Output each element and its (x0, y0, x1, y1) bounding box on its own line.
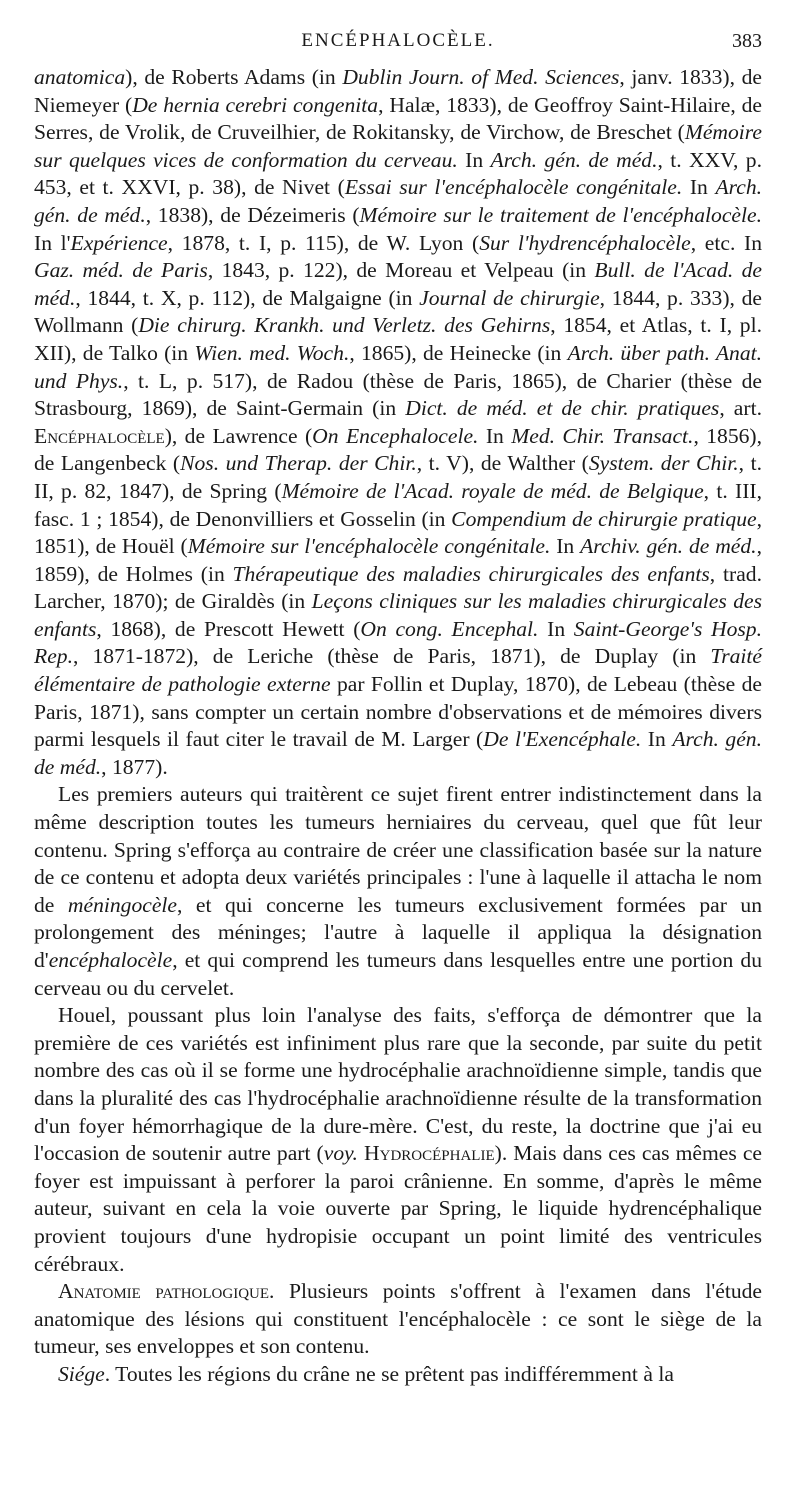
italic-text-run: Mémoire sur le traitement de l'encéphalocèle. (359, 202, 762, 227)
italic-text-run: Traité élémentaire de pathologie externe (34, 644, 762, 697)
text-run: , t. II, p. 82, 1847), de Spring ( (34, 451, 762, 503)
small-caps-text-run: Encéphalocèle (34, 423, 165, 448)
italic-text-run: System. der Chir. (588, 451, 739, 476)
italic-text-run: Expérience (70, 230, 168, 255)
italic-text-run: Mémoire sur l'encéphalocèle congénitale. (187, 534, 557, 559)
italic-text-run: Thérapeutique des maladies chirurgicales des enfants (232, 561, 710, 586)
italic-text-run: Sur l'hydrencéphalocèle (479, 230, 691, 255)
italic-text-run: Wien. med. Woch. (194, 340, 350, 365)
italic-text-run: On cong. Encephal. (360, 616, 548, 641)
text-run: , 1844, t. X, p. 112), de Malgaigne (in (75, 285, 420, 310)
paragraph-siege (34, 1361, 762, 1389)
text-run: . Plusieurs points s'offrent à l'examen dans l'étude anatomique des lésions qui constituent l'encéphalocèle : ce sont le siège de la tumeur, ses enveloppes et son contenu. (34, 1279, 762, 1359)
text-run: , 1844, p. 333), de Wollmann ( (34, 285, 763, 338)
text-run: , et qui comprend les tumeurs dans lesquelles entre une portion du cerveau ou du cervelet. (34, 948, 762, 1000)
italic-text-run: Siége (58, 1361, 105, 1386)
paragraph-bibliography (34, 64, 762, 781)
text-run: , t. L, p. 517), de Radou (thèse de Paris, 1865), de Charier (thèse de Strasbourg, 1869), de Saint-Germain (in (34, 368, 762, 421)
text-run: , 1856), de Langenbeck ( (34, 423, 763, 476)
paragraph-anatomie (34, 1278, 762, 1361)
italic-text-run: Compendium de chirurgie pratique (451, 506, 757, 531)
small-caps-text-run: Hydrocéphalie (364, 1141, 495, 1166)
italic-text-run: anatomica (34, 65, 126, 89)
text-run: Les premiers auteurs qui traitèrent ce sujet firent entrer indistinctement dans la même description toutes les tumeurs herniaires du cerveau, quel que fût leur contenu. Spring s'efforça au contraire de créer une classification basée sur la nature de ce contenu et adopta deux variétés principales : l'une à laquelle il attacha le nom de (34, 782, 762, 917)
italic-text-run: Essai sur l'encéphalocèle congénitale. (344, 175, 690, 200)
page-number: 383 (732, 30, 762, 52)
italic-text-run: Arch. gén. de méd. (34, 175, 763, 227)
italic-text-run: Archiv. gén. de méd. (580, 534, 757, 559)
text-run: , art. (719, 396, 762, 421)
running-head (34, 30, 762, 64)
text-run: , t. XXV, p. 453, et t. XXVI, p. 38), de Nivet ( (34, 147, 762, 200)
text-run: , et qui concerne les tumeurs exclusivement formées par un prolongement des méninges; l'autre à laquelle il appliqua la désignation d' (34, 892, 763, 972)
italic-text-run: Journal de chirurgie (419, 285, 600, 310)
italic-text-run: Leçons cliniques sur les maladies chirurgicales des enfants (34, 589, 762, 641)
italic-text-run: Dict. de méd. et de chir. pratiques (405, 396, 720, 421)
text-run: , 1843, p. 122), de Moreau et Velpeau (in (207, 258, 595, 283)
italic-text-run: Arch. gén. de méd. (34, 727, 763, 779)
text-run: , 1877). (101, 754, 168, 779)
text-run: , t. V), de Walther ( (416, 451, 589, 476)
text-run: par Follin et Duplay, 1870), de Lebeau (thèse de Paris, 1871), sans compter un certain nombre d'observations et de mémoires divers parmi lesquels il faut citer le travail de M. Larger ( (34, 672, 763, 752)
small-caps-text-run: Anatomie pathologique (58, 1279, 270, 1304)
text-run: , etc. In (690, 230, 762, 255)
text-run: , 1868), de Prescott Hewett ( (96, 616, 361, 641)
text-run: , trad. Larcher, 1870); de Giraldès (in (34, 561, 762, 614)
italic-text-run: Saint-George's Hosp. Rep. (34, 616, 762, 669)
text-run: , 1865), de Heinecke (in (349, 340, 568, 365)
paragraph-history (34, 781, 762, 1002)
italic-text-run: Bull. de l'Acad. de méd. (34, 258, 763, 310)
italic-text-run: Med. Chir. Transact. (511, 423, 694, 448)
italic-text-run: De hernia cerebri congenita (132, 92, 379, 117)
text-run: ). Mais dans ces cas mêmes ce foyer est impuissant à perforer la paroi crânienne. En somme, d'après le même auteur, suivant en cela la voie ouverte par Spring, le liquide hydrencéphalique provient toujours d'une hydropisie occupant un point limité des ventricules cérébraux. (34, 1141, 762, 1276)
text-run: Houel, poussant plus loin l'analyse des faits, s'efforça de démontrer que la première de ces variétés est infiniment plus rare que la seconde, par suite du petit nombre des cas où il se forme une hydrocéphalie arachnoïdienne simple, tandis que dans la pluralité des cas l'hydrocéphalie arachnoïdienne résulte de la transformation d'un foyer hémorrhagique de la dure-mère. C'est, du reste, la doctrine que j'ai eu l'occasion de soutenir autre part ( (34, 1003, 762, 1166)
text-run: , 1854, et Atlas, t. I, pl. XII), de Talko (in (34, 313, 762, 365)
text-run: , 1851), de Houël ( (34, 506, 762, 559)
text-run: , Halæ, 1833), de Geoffroy Saint-Hilaire, de Serres, de Vrolik, de Cruveilhier, de Rokitansky, de Virchow, de Breschet ( (34, 92, 762, 145)
italic-text-run: Arch. über path. Anat. und Phys. (34, 340, 763, 393)
italic-text-run: On Encephalocele. (312, 423, 486, 448)
text-run: In (556, 534, 581, 559)
italic-text-run: Dublin Journ. of Med. Sciences (342, 65, 620, 89)
italic-text-run: Arch. gén. de méd. (490, 147, 658, 172)
text-run: In (485, 423, 512, 448)
text-run: , janv. 1833), de Niemeyer ( (34, 65, 762, 117)
italic-text-run: Mémoire sur quelques vices de conformation du cerveau. (34, 120, 762, 172)
body-text (34, 64, 762, 1389)
italic-text-run: méningocèle (67, 892, 178, 917)
italic-text-run: encéphalocèle (48, 948, 173, 972)
running-title: ENCÉPHALOCÈLE. (301, 30, 495, 51)
text-run: In l' (34, 230, 71, 255)
text-run: ), de Roberts Adams (in (125, 65, 343, 89)
italic-text-run: Gaz. méd. de Paris (34, 258, 208, 283)
text-run: , 1859), de Holmes (in (34, 534, 762, 586)
text-run: , 1838), de Dézeimeris ( (145, 202, 360, 227)
paragraph-houel (34, 1002, 762, 1278)
italic-text-run: Nos. und Therap. der Chir. (180, 451, 417, 476)
text-run: ), de Lawrence ( (164, 423, 313, 448)
text-run: In (647, 727, 673, 752)
text-run: , 1878, t. I, p. 115), de W. Lyon ( (167, 230, 480, 255)
text-run: . Toutes les régions du crâne ne se prêtent pas indifféremment à la (104, 1361, 674, 1386)
text-run: In (689, 175, 716, 200)
text-run: , t. III, fasc. 1 ; 1854), de Denonvilliers et Gosselin (in (34, 478, 762, 531)
text-run: In (465, 147, 491, 172)
text-run: In (547, 616, 574, 641)
italic-text-run: voy. (323, 1141, 358, 1166)
italic-text-run: Die chirurg. Krankh. und Verletz. des Gehirns (138, 313, 551, 338)
italic-text-run: Mémoire de l'Acad. royale de méd. de Belgique (281, 478, 704, 503)
italic-text-run: De l'Exencéphale. (483, 727, 648, 752)
text-run: , 1871-1872), de Leriche (thèse de Paris, 1871), de Duplay (in (72, 644, 711, 669)
